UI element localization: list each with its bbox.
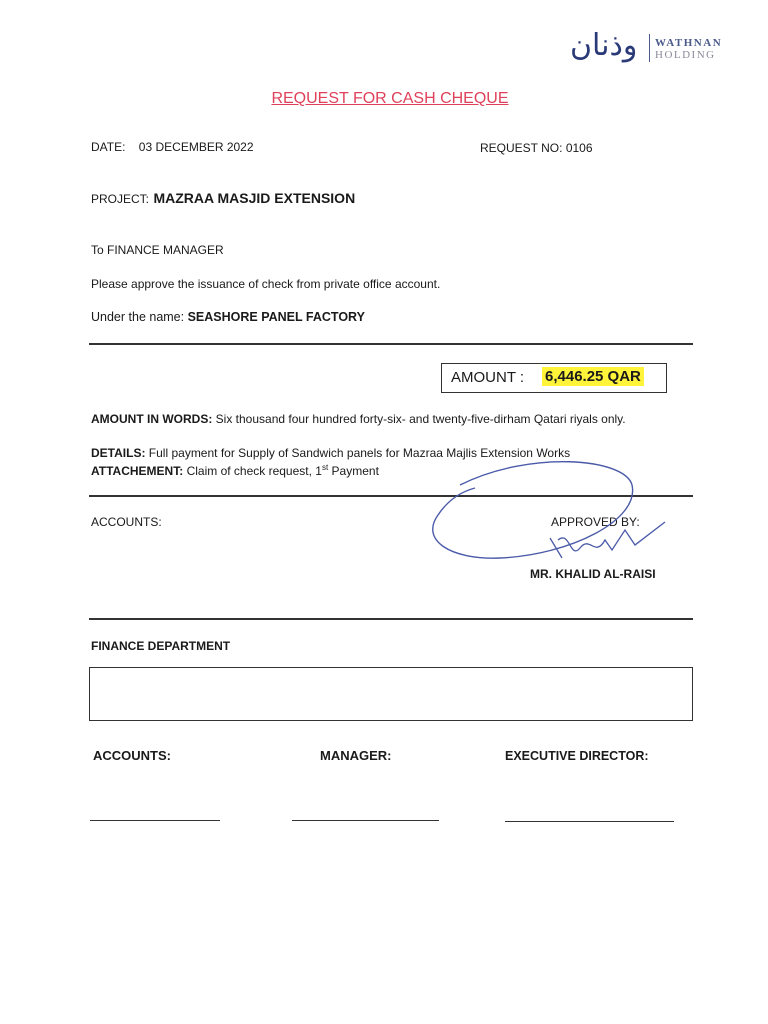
amount-value: 6,446.25 QAR — [542, 367, 644, 386]
amount-label: AMOUNT : — [451, 369, 525, 386]
finance-director-label: EXECUTIVE DIRECTOR: — [505, 749, 649, 763]
logo-divider — [649, 34, 650, 62]
date-label: DATE: — [91, 140, 126, 154]
attachment-value: Claim of check request, 1 — [186, 464, 322, 478]
attachment-tail: Payment — [331, 464, 379, 478]
approver-name: MR. KHALID AL-RAISI — [530, 567, 656, 581]
payee-label: Under the name: — [91, 310, 185, 324]
divider-1 — [89, 343, 693, 345]
logo-company-suffix: HOLDING — [655, 49, 716, 61]
signature-stroke — [550, 522, 665, 558]
manager-signature-line — [292, 820, 439, 821]
payee-row — [91, 310, 365, 324]
recipient-line: To FINANCE MANAGER — [91, 243, 224, 257]
finance-manager-label: MANAGER: — [320, 748, 392, 763]
project-value: MAZRAA MASJID EXTENSION — [153, 190, 356, 206]
details-label: DETAILS: — [91, 446, 146, 460]
approved-by-label: APPROVED BY: — [551, 515, 640, 529]
payee-value: SEASHORE PANEL FACTORY — [187, 310, 365, 324]
finance-notes-box — [89, 667, 693, 721]
director-signature-line — [505, 821, 674, 822]
date-value: 03 DECEMBER 2022 — [138, 140, 254, 154]
signature-scribble — [420, 440, 680, 590]
details-value: Full payment for Supply of Sandwich panels for Mazraa Majlis Extension Works — [148, 446, 571, 460]
accounts-signature-line — [90, 820, 220, 821]
request-number — [480, 141, 593, 155]
page-title: REQUEST FOR CASH CHEQUE — [271, 90, 509, 107]
finance-accounts-label: ACCOUNTS: — [93, 748, 171, 763]
request-value: 0106 — [565, 141, 593, 155]
attachment-label: ATTACHEMENT: — [91, 464, 184, 478]
logo-arabic-mark: وذنان — [570, 28, 638, 63]
approval-request-text: Please approve the issuance of check from private office account. — [91, 277, 441, 291]
project-label: PROJECT: — [91, 192, 150, 206]
amount-words-row — [91, 412, 626, 426]
attachment-ordinal: st — [321, 463, 329, 472]
logo-company-name: WATHNAN — [655, 37, 723, 49]
amount-words-value: Six thousand four hundred forty-six- and twenty-five-dirham Qatari riyals only. — [215, 412, 626, 426]
project-row — [91, 190, 355, 208]
accounts-label-top: ACCOUNTS: — [91, 515, 162, 529]
amount-words-label: AMOUNT IN WORDS: — [91, 412, 213, 426]
attachment-row — [91, 463, 379, 478]
request-label: REQUEST NO: — [480, 141, 563, 155]
divider-3 — [89, 618, 693, 620]
finance-section-label: FINANCE DEPARTMENT — [91, 639, 231, 653]
date-row — [91, 140, 254, 154]
